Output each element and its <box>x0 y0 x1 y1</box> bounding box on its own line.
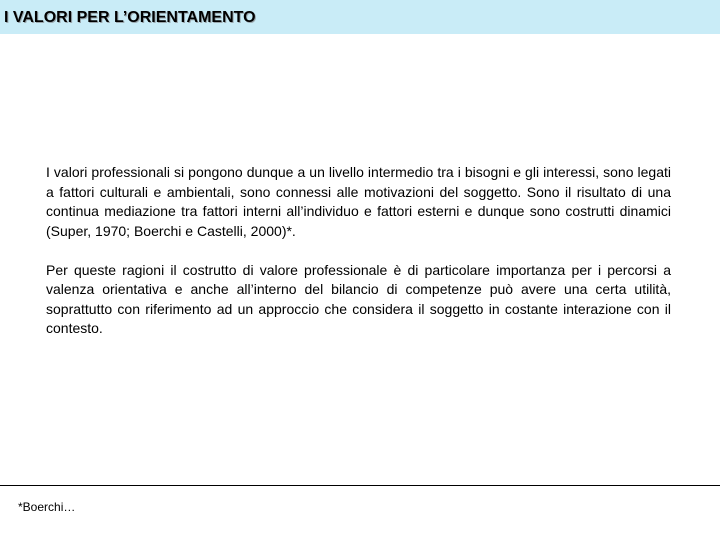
title-bar <box>0 0 720 34</box>
page-title: I VALORI PER L’ORIENTAMENTO <box>4 9 256 26</box>
footnote-divider <box>0 485 720 486</box>
body-text <box>46 163 671 339</box>
footnote: *Boerchi… <box>18 500 76 514</box>
paragraph-values-importance: Per queste ragioni il costrutto di valore professionale è di particolare importanza per i percorsi a valenza orientativa e anche all’interno del bilancio di competenze può avere una certa utilità, soprattutto con riferimento ad un approccio che considera il soggetto in costante interazione con il contesto. <box>46 261 671 336</box>
paragraph-values-definition: I valori professionali si pongono dunque a un livello intermedio tra i bisogni e gli interessi, sono legati a fattori culturali e ambientali, sono connessi alle motivazioni del soggetto. Sono il risultato di una continua mediazione tra fattori interni all’individuo e fattori esterni e dunque sono costrutti dinamici (Super, 1970; Boerchi e Castelli, 2000)*. <box>46 164 671 239</box>
